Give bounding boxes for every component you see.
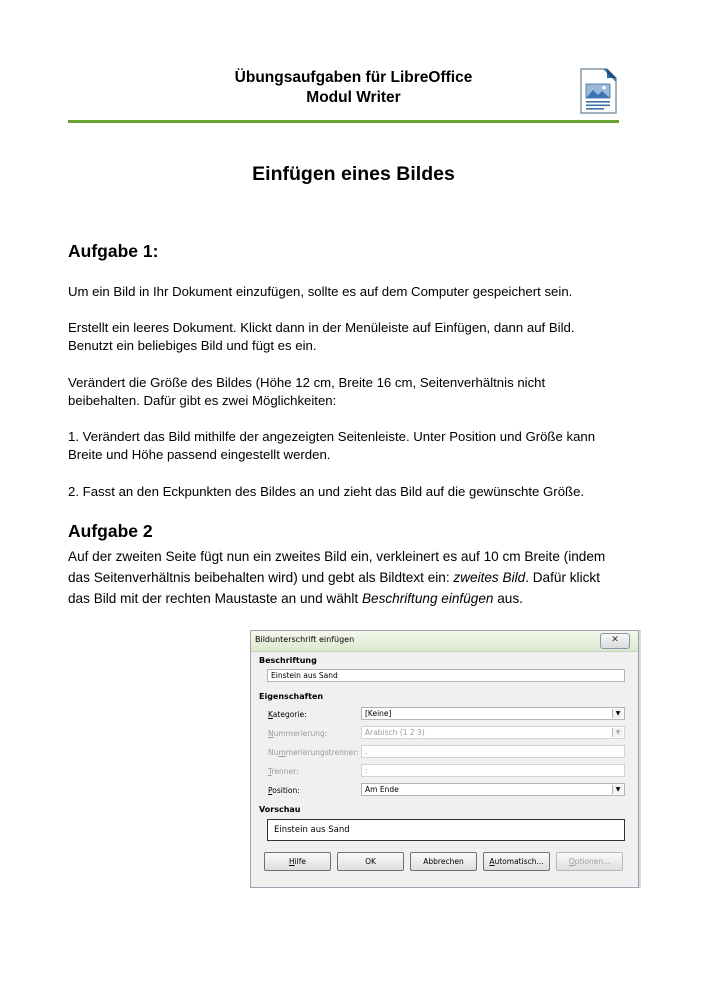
category-label-text: ategorie: — [272, 710, 307, 719]
numbering-label — [268, 729, 327, 738]
options-button[interactable] — [556, 852, 623, 871]
chevron-down-icon[interactable]: ▼ — [612, 709, 623, 718]
task1-paragraph-4-line1: 1. Verändert das Bild mithilfe der angezeigten Seitenleiste. Unter Position und Größe kann — [68, 429, 596, 444]
help-button-accel: H — [288, 857, 295, 866]
automatic-button[interactable] — [483, 852, 550, 871]
section-preview-label: Vorschau — [259, 805, 301, 814]
automatic-button-label: utomatisch... — [494, 857, 544, 866]
numbering-select[interactable] — [361, 726, 625, 739]
close-icon[interactable]: ✕ — [600, 633, 630, 649]
cancel-button[interactable]: Abbrechen — [410, 852, 477, 871]
category-select[interactable] — [361, 707, 625, 720]
dialog-titlebar — [251, 631, 638, 652]
caption-dialog — [250, 630, 639, 888]
dialog-title: Bildunterschrift einfügen — [255, 635, 355, 644]
separator-label-accel: T — [268, 767, 272, 776]
caption-input[interactable]: Einstein aus Sand — [267, 669, 625, 682]
task2-line2 — [68, 567, 648, 588]
section-properties-label: Eigenschaften — [259, 692, 324, 701]
numsep-label-start: Nu — [268, 748, 279, 757]
position-label — [268, 786, 300, 795]
task2-line2-text: das Seitenverhältnis beibehalten wird) und gebt als Bildtext ein: — [68, 570, 454, 585]
task1-paragraph-3-line2: beibehalten. Dafür gibt es zwei Möglichkeiten: — [68, 393, 337, 408]
ok-button[interactable]: OK — [337, 852, 404, 871]
position-label-text: osition: — [272, 786, 300, 795]
task2-line2-italic: zweites Bild — [453, 570, 526, 585]
position-select[interactable] — [361, 783, 625, 796]
numsep-label-accel: m — [278, 748, 286, 757]
options-button-accel: O — [568, 857, 575, 866]
task1-paragraph-3-line1: Verändert die Größe des Bildes (Höhe 12 cm, Breite 16 cm, Seitenverhältnis nicht — [68, 375, 546, 390]
screenshot-edge — [639, 630, 641, 888]
category-label-accel: K — [268, 710, 273, 719]
automatic-button-accel: A — [489, 857, 495, 866]
options-button-label: ptionen... — [574, 857, 611, 866]
task1-paragraph-5: 2. Fasst an den Eckpunkten des Bildes an und zieht das Bild auf die gewünschte Größe. — [68, 484, 585, 499]
task2-line1: Auf der zweiten Seite fügt nun ein zweites Bild ein, verkleinert es auf 10 cm Breite (indem — [68, 549, 606, 564]
category-select-value: [Keine] — [365, 709, 392, 718]
task1-paragraph-2 — [68, 319, 643, 355]
position-select-value: Am Ende — [365, 785, 399, 794]
task1-paragraph-1: Um ein Bild in Ihr Dokument einzufügen, sollte es auf dem Computer gespeichert sein. — [68, 284, 573, 299]
numbering-label-text: ummerierung: — [273, 729, 328, 738]
separator-label-text: renner: — [271, 767, 299, 776]
help-button[interactable] — [264, 852, 331, 871]
task2-heading: Aufgabe 2 — [68, 521, 153, 541]
help-button-label: ilfe — [294, 857, 307, 866]
task1-paragraph-4 — [68, 428, 643, 464]
header-title-line2: Modul Writer — [306, 89, 401, 106]
numsep-label-text: merierungstrenner: — [285, 748, 359, 757]
header-title-line1: Übungsaufgaben für LibreOffice — [234, 69, 473, 86]
task1-paragraph-2-line2: Benutzt ein beliebiges Bild und fügt es ein. — [68, 338, 317, 353]
task2-line3-text: das Bild mit der rechten Maustaste an und wählt — [68, 591, 362, 606]
chevron-down-icon[interactable]: ▼ — [612, 728, 623, 737]
task2-line2-end: . Dafür klickt — [525, 570, 600, 585]
separator-input[interactable]: : — [361, 764, 625, 777]
task2-paragraph — [68, 546, 648, 609]
position-label-accel: P — [268, 786, 273, 795]
task2-line3-end: aus. — [493, 591, 523, 606]
separator-label — [268, 767, 299, 776]
libreoffice-writer-icon — [579, 68, 617, 114]
category-label — [268, 710, 307, 719]
chevron-down-icon[interactable]: ▼ — [612, 785, 623, 794]
header-rule — [68, 120, 619, 123]
header-title — [150, 68, 557, 108]
numbering-separator-label — [268, 748, 359, 757]
section-caption-label: Beschriftung — [259, 656, 317, 665]
task1-paragraph-2-line1: Erstellt ein leeres Dokument. Klickt dann in der Menüleiste auf Einfügen, dann auf Bild. — [68, 320, 575, 335]
document-title: Einfügen eines Bildes — [252, 163, 455, 185]
task1-paragraph-4-line2: Breite und Höhe passend eingestellt werden. — [68, 447, 331, 462]
task1-paragraph-3 — [68, 374, 643, 410]
numbering-select-value: Arabisch (1 2 3) — [365, 728, 425, 737]
task2-line3-italic: Beschriftung einfügen — [361, 591, 494, 606]
preview-box: Einstein aus Sand — [267, 819, 625, 841]
task2-line3 — [68, 588, 648, 609]
numbering-label-accel: N — [268, 729, 274, 738]
numbering-separator-input[interactable]: . — [361, 745, 625, 758]
task1-heading: Aufgabe 1: — [68, 241, 159, 261]
